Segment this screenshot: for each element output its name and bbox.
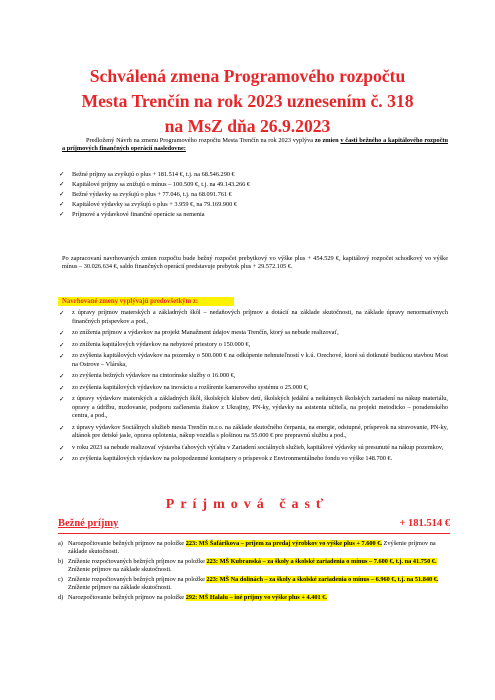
- change-text: zo zvýšenia kapitálových výdavkov na inováciu a rozšírenie kamerového systému o 25.000 €,: [72, 383, 309, 391]
- title-line-3: na MsZ dňa 26.9.2023: [164, 116, 331, 136]
- change-item: [58, 352, 448, 369]
- income-item: [58, 594, 450, 602]
- checklist-text: Príjmové a výdavkové finančné operácie sa nemenia: [72, 210, 205, 218]
- change-text: z úpravy výdavkov materských a základných škôl, školských klubov detí, školských jedální a neštátnych školských zariadení na nákup materiálu, opravy a údržbu, mzdovanie, podporu začlenenia žiakov z Ukrajiny, PN-ky, výdavky na asistenta učiteľa, na projekt metodicko – poradenského centra, a pod.,: [72, 395, 448, 420]
- item-text: Zníženie rozpočtovaných bežných príjmov na položke: [68, 557, 207, 565]
- changes-list: [58, 309, 448, 467]
- item-highlight: 223: MŠ Šafárikova – príjem za predaj výrobkov vo výške plus + 7.600 €.: [185, 540, 382, 547]
- check-icon: ✓: [59, 329, 65, 338]
- checklist-text: Kapitálové výdavky sa zvyšujú o plus + 3.959 €, na 79.169.900 €: [72, 200, 237, 208]
- check-icon: ✓: [59, 395, 65, 404]
- income-item: [58, 558, 450, 575]
- checklist-item: [58, 170, 448, 180]
- change-item: [58, 329, 448, 338]
- check-icon: ✓: [59, 352, 65, 361]
- checklist-text: Bežné výdavky sa zvyšujú o plus + 77.046, t.j. na 68.091.761 €: [72, 190, 232, 198]
- item-highlight: 223: MŠ Kubranská – za školy a školské zariadenia o mínus – 7.600 €, t.j. na 41.750 €.: [206, 557, 437, 565]
- check-icon: ✓: [59, 443, 65, 452]
- check-icon: ✓: [59, 383, 65, 392]
- change-text: zo zvýšenia kapitálových výdavkov na pozemky o 500.000 € na odkúpenie nehnuteľností v k.ú. Orechové, ktoré sú dotknuté budúcou stavbou Most na Ostrove – Vlárska,: [72, 352, 448, 368]
- checklist-item: [58, 190, 448, 200]
- income-amount: + 181.514 €: [399, 518, 450, 529]
- intro-paragraph: [62, 137, 448, 154]
- item-text: Narozpočtovanie bežných príjmov na položke: [68, 593, 186, 601]
- change-text: v roku 2023 sa nebude realizovať výstavba ťahových výťahu v Zariadení sociálnych služieb, kapitálové výdavky sú presunuté na nákup pozemkov,: [72, 443, 444, 451]
- change-text: zo zníženia príjmov a výdavkov na projekt Manažment údajov mesta Trenčín, ktorý sa nebude realizovať,: [72, 329, 339, 337]
- change-item: [58, 455, 448, 464]
- income-items-list: [58, 540, 450, 604]
- item-label: b): [58, 557, 64, 565]
- changes-heading: Navrhované zmeny vyplývajú predovšetkým z:: [58, 297, 234, 306]
- item-note: Zvýšenie príjmov na základe skutočnosti.: [68, 540, 436, 556]
- intro-bold: zo zmien: [314, 137, 339, 144]
- item-text: Narozpočtovanie bežných príjmov na položke: [68, 540, 186, 547]
- income-header: [58, 518, 450, 532]
- title-line-1: Schválená zmena Programového rozpočtu: [89, 66, 406, 86]
- item-highlight: 223: MŠ Na dolinách – za školy a školské zariadenia o mínus – 6.960 €, t.j. na 51.840 €.: [206, 575, 439, 583]
- intro-text: Predložený Návrh na zmenu Programového rozpočtu Mesta Trenčín na rok 2023 vyplýva: [86, 137, 314, 144]
- check-icon: ✓: [59, 189, 65, 198]
- check-icon: ✓: [59, 179, 65, 188]
- change-item: [58, 341, 448, 350]
- check-icon: ✓: [59, 309, 65, 317]
- change-item: [58, 395, 448, 421]
- item-note: Zníženie príjmov na základe skutočnosti.: [68, 566, 172, 574]
- check-icon: ✓: [59, 199, 65, 208]
- summary-paragraph: Po zapracovaní navrhovaných zmien rozpočtu bude bežný rozpočet prebytkový vo výške plus + 454.529 €, kapitálový rozpočet schodkový vo výške mínus – 30.026.634 €, saldo finančných operácií predstavuje prebytok plus + 29.572.105 €.: [62, 255, 448, 271]
- item-label: d): [58, 593, 64, 601]
- document-title: [40, 64, 455, 139]
- item-label: c): [58, 575, 63, 583]
- income-item: [58, 576, 450, 593]
- check-icon: ✓: [59, 170, 65, 178]
- checklist-text: Kapitálové príjmy sa znižujú o mínus – 100.509 €, t.j. na 49.143.266 €: [72, 180, 251, 188]
- change-item: [58, 309, 448, 326]
- intro-underlined: v časti bežného a kapitálového rozpočtu a príjmových finančných operácií nasledovne:: [62, 137, 449, 153]
- change-text: zo zníženia kapitálových výdavkov na nebytové priestory o 150.000 €,: [72, 340, 251, 348]
- item-label: a): [58, 540, 63, 547]
- check-icon: ✓: [59, 423, 65, 432]
- income-item: [58, 540, 450, 557]
- change-item: [58, 424, 448, 441]
- checklist-item: [58, 210, 448, 220]
- change-item: [58, 444, 448, 453]
- change-text: zo zvýšenia kapitálových výdavkov na polopodzemné kontajnery o príspevok z Environmentálneho fondu vo výške 148.700 €.: [72, 455, 393, 463]
- checklist-item: [58, 180, 448, 190]
- title-line-2: Mesta Trenčín na rok 2023 uznesením č. 318: [81, 91, 414, 111]
- checklist-text: Bežné príjmy sa zvyšujú o plus + 181.514 €, t.j. na 68.546.290 €: [72, 171, 235, 178]
- change-text: z úpravy príjmov materských a základných škôl – nedaňových príjmov a dotácií na základe skutočnosti, na základe úpravy nenormatívnych finančných príspevkov a pod.,: [72, 309, 448, 325]
- item-highlight: 292: MŠ Halalu – iné príjmy vo výške plus + 4.401 €.: [185, 593, 327, 601]
- income-rule: [58, 533, 450, 534]
- item-text: Zníženie rozpočtovaných bežných príjmov na položke: [68, 575, 207, 583]
- change-item: [58, 372, 448, 381]
- change-text: z úpravy výdavkov Sociálnych služieb mesta Trenčín m.r.o. na základe skutočného čerpania, na energie, odstupné, príspevok na stravovanie, PN-ky, altánok pre detské jasle, oprava oplotenia, nákup vozidla s plošinou na 55.000 € pre prepravnú službu a pod.,: [72, 423, 448, 440]
- change-item: [58, 384, 448, 393]
- check-icon: ✓: [59, 340, 65, 349]
- check-icon: ✓: [59, 455, 65, 464]
- check-icon: ✓: [59, 372, 65, 381]
- change-text: zo zvýšenia bežných výdavkov na cintorínske služby o 16.000 €,: [72, 372, 236, 380]
- checklist-item: [58, 200, 448, 210]
- section-title: Príjmová časť: [165, 497, 330, 512]
- income-label: Bežné príjmy: [58, 518, 119, 529]
- check-icon: ✓: [59, 209, 65, 218]
- budget-change-checklist: [58, 170, 448, 220]
- item-note: Zníženie príjmov na základe skutočnosti.: [68, 584, 172, 592]
